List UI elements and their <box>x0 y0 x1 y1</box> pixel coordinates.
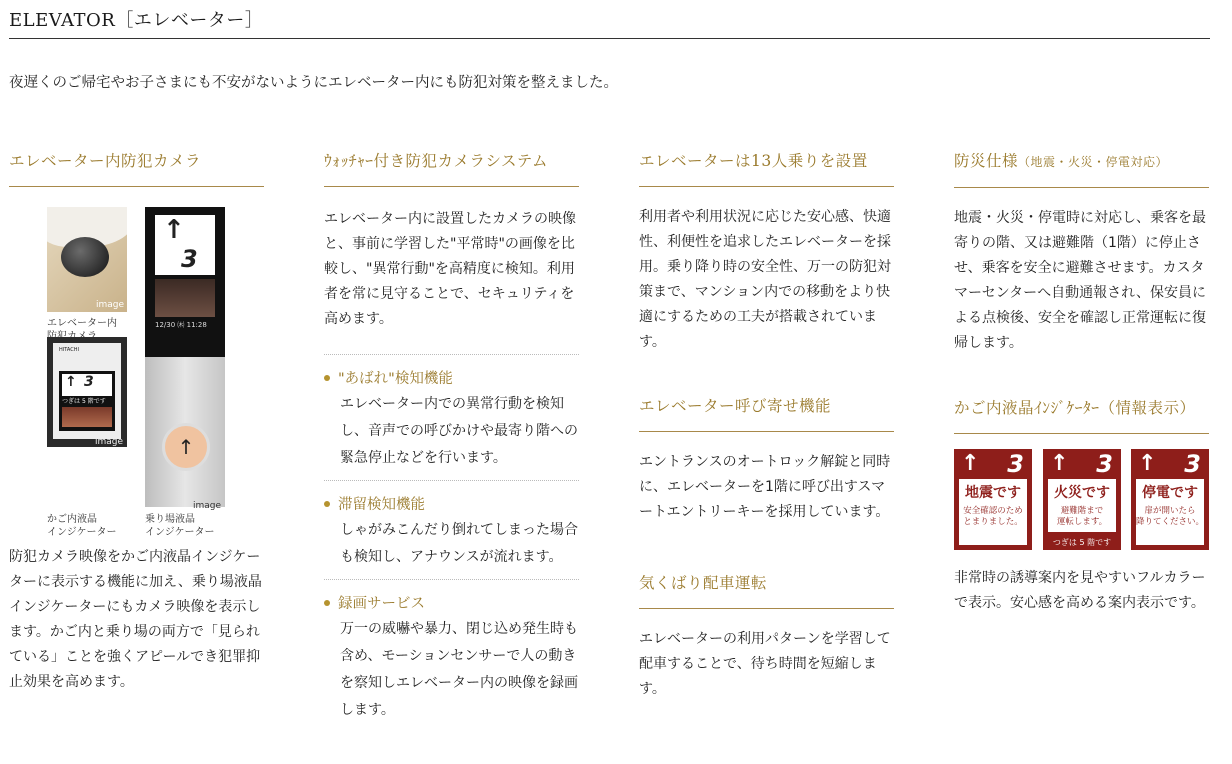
brand-label: HITACHI <box>59 347 79 353</box>
page-title: ELEVATOR［エレベーター］ <box>9 10 264 31</box>
mini-screen-top <box>62 374 112 396</box>
watcher-body: エレベーター内に設置したカメラの映像と、事前に学習した"平常時"の画像を比較し、"異常行動"を高精度に検知。利用者を常に見守ることで、セキュリティを高めます。 <box>324 211 576 327</box>
hall-indicator-label: 乗り場液晶 インジケーター <box>145 514 215 538</box>
car-panel-photo <box>47 337 127 447</box>
intro-text: 夜遅くのご帰宅やお子さまにも不安がないようにエレベーター内にも防犯対策を整えました。 <box>9 75 618 91</box>
bullet-icon <box>324 600 330 606</box>
image-tag: image <box>94 437 123 447</box>
panel-message: 安全確認のため とまりました。 <box>963 506 1023 527</box>
emergency-panels <box>954 449 1209 550</box>
dispatch-heading: 気くばり配車運転 <box>639 570 894 609</box>
indicator-label: かご内液晶 インジケーター <box>47 514 117 538</box>
up-arrow-icon: ↑ <box>961 451 980 476</box>
panel-screen <box>959 479 1027 545</box>
hall-up-button-icon: ↑ <box>162 423 210 471</box>
feature-body: エレベーター内での異常行動を検知し、音声での呼びかけや最寄り階への緊急停止などを行います。 <box>340 396 578 466</box>
camera-images <box>9 187 264 538</box>
feature-body: しゃがみこんだり倒れてしまった場合も検知し、アナウンスが流れます。 <box>340 522 578 565</box>
title-divider <box>9 38 1210 39</box>
panel-screen <box>1048 479 1116 532</box>
panel-message: 扉が開いたら 降りてください。 <box>1136 506 1205 527</box>
up-arrow-icon: ↑ <box>163 215 185 245</box>
panel-title: 停電です <box>1142 485 1198 501</box>
feature-item <box>324 354 579 472</box>
mini-camera-feed <box>62 407 112 427</box>
panel-screen <box>1136 479 1204 545</box>
panel-next-floor: つぎは 5 階です <box>1052 538 1112 547</box>
screen-time: 12/30 ㈭ 11:28 <box>155 321 207 329</box>
column-elevator <box>639 148 894 702</box>
camera-body: 防犯カメラ映像をかご内液晶インジケーターに表示する機能に加え、乗り場液晶インジケーターにもカメラ映像を表示します。かご内と乗り場の両方で「見られている」ことを強くアピールでき犯罪抑止効果を高めます。 <box>9 549 262 690</box>
bullet-icon <box>324 501 330 507</box>
dome-camera-icon <box>61 237 109 277</box>
floor-number: 3 <box>84 374 94 390</box>
dispatch-body: エレベーターの利用パターンを学習して配車することで、待ち時間を短縮します。 <box>639 631 891 697</box>
feature-item <box>324 579 579 724</box>
panel-floor: 3 <box>1184 450 1201 478</box>
column-disaster <box>954 148 1209 616</box>
image-tag: image <box>95 300 124 310</box>
fire-panel <box>1043 449 1121 550</box>
panel-floor: 3 <box>1096 450 1113 478</box>
earthquake-panel <box>954 449 1032 550</box>
feature-item <box>324 480 579 571</box>
disaster-body: 地震・火災・停電時に対応し、乗客を最寄りの階、又は避難階（1階）に停止させ、乗客を安全に避難させます。カスタマーセンターへ自動通報され、保安員による点検後、安全を確認し正常運転に復帰します。 <box>954 210 1206 351</box>
disaster-heading: 防災仕様（地震・火災・停電対応） <box>954 148 1209 188</box>
mini-screen <box>59 371 115 431</box>
feature-title: "あばれ"検知機能 <box>324 367 579 391</box>
up-arrow-icon: ↑ <box>1138 451 1157 476</box>
indicator-screen <box>155 215 215 275</box>
bullet-icon <box>324 375 330 381</box>
call-body: エントランスのオートロック解錠と同時に、エレベーターを1階に呼び出すスマートエントリーキーを採用しています。 <box>639 454 891 520</box>
column-camera <box>9 148 264 695</box>
panel-plate <box>53 343 121 439</box>
car-indicator-photo <box>145 207 225 357</box>
feature-body: 万一の威嚇や暴力、閉じ込め発生時も含め、モーションセンサーで人の動きを察知しエレベーター内の映像を録画します。 <box>340 621 578 718</box>
image-tag: image <box>193 501 222 511</box>
camera-feed <box>155 279 215 317</box>
floor-number: 3 <box>181 245 198 273</box>
capacity-body: 利用者や利用状況に応じた安心感、快適性、利便性を追求したエレベーターを採用。乗り降り時の安全性、万一の防犯対策まで、マンション内での移動をより快適にするための工夫が搭載されています。 <box>639 209 891 350</box>
up-arrow-icon: ↑ <box>65 374 77 390</box>
up-arrow-icon: ↑ <box>1050 451 1069 476</box>
info-display-body: 非常時の誘導案内を見やすいフルカラーで表示。安心感を高める案内表示です。 <box>954 570 1206 611</box>
feature-title: 録画サービス <box>324 592 579 616</box>
watcher-heading: ｳｫｯﾁｬｰ付き防犯カメラシステム <box>324 148 579 187</box>
feature-title: 滞留検知機能 <box>324 493 579 517</box>
panel-title: 火災です <box>1054 485 1110 501</box>
column-watcher <box>324 148 579 724</box>
panel-title: 地震です <box>965 485 1021 501</box>
camera-heading: エレベーター内防犯カメラ <box>9 148 264 187</box>
next-floor-text: つぎは 5 階です <box>62 398 106 405</box>
info-display-heading: かご内液晶ｲﾝｼﾞｹｰﾀｰ（情報表示） <box>954 394 1209 434</box>
hall-button-photo <box>145 357 225 507</box>
panel-floor: 3 <box>1007 450 1024 478</box>
panel-message: 避難階まで 運転します。 <box>1056 506 1108 527</box>
call-heading: エレベーター呼び寄せ機能 <box>639 393 894 432</box>
capacity-heading: エレベーターは13人乗りを設置 <box>639 148 894 187</box>
camera-label: エレベーター内 <box>47 318 117 329</box>
outage-panel <box>1131 449 1209 550</box>
camera-photo <box>47 207 127 312</box>
